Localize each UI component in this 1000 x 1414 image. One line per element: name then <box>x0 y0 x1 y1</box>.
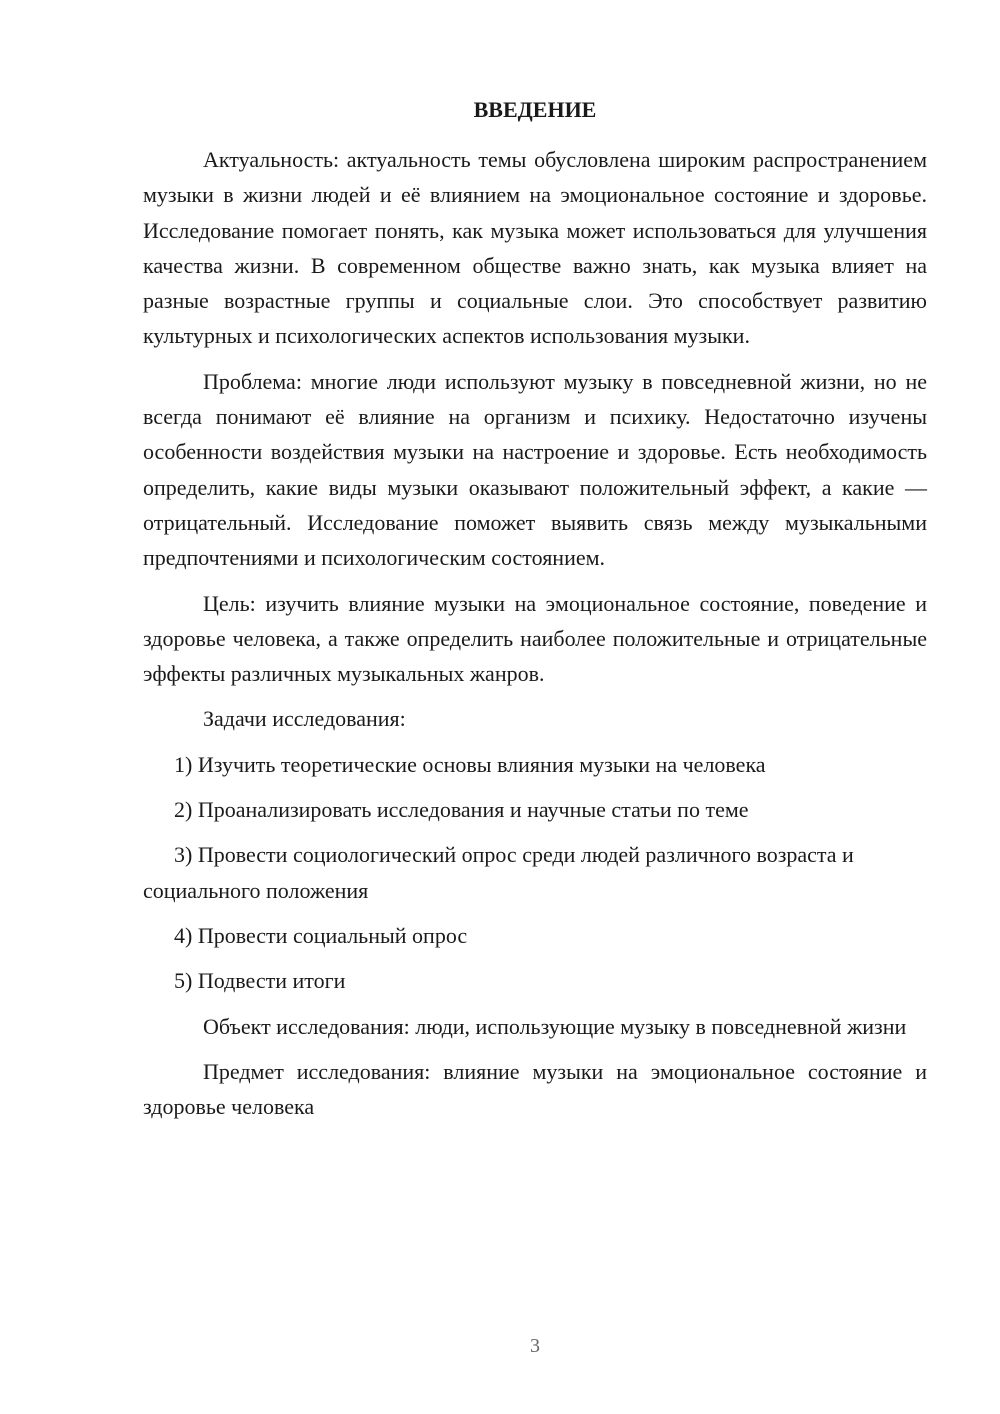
document-page <box>143 96 927 1134</box>
page-number: 3 <box>530 1335 540 1357</box>
task-item-5: 5) Подвести итоги <box>174 968 346 994</box>
task-item-2: 2) Проанализировать исследования и научные статьи по теме <box>174 797 749 823</box>
task-item-1: 1) Изучить теоретические основы влияния музыки на человека <box>174 751 766 777</box>
relevance-paragraph: Актуальность: актуальность темы обусловлена широким распространением музыки в жизни людей и её влиянием на эмоциональное состояние и здоровье. Исследование помогает понять, как музыка может использоваться для улучшения качества жизни. В современном обществе важно знать, как музыка влияет на разные возрастные группы и социальные слои. Это способствует развитию культурных и психологических аспектов использования музыки. <box>143 147 927 349</box>
subject-paragraph: Предмет исследования: влияние музыки на эмоциональное состояние и здоровье человека <box>143 1058 927 1120</box>
goal-paragraph: Цель: изучить влияние музыки на эмоциональное состояние, поведение и здоровье человека, а также определить наиболее положительные и отрицательные эффекты различных музыкальных жанров. <box>143 590 927 687</box>
object-paragraph: Объект исследования: люди, использующие музыку в повседневной жизни <box>203 1013 907 1039</box>
task-item-3: 3) Провести социологический опрос среди людей различного возраста и социального положения <box>143 842 854 903</box>
task-item-4: 4) Провести социальный опрос <box>174 922 468 948</box>
tasks-heading: Задачи исследования: <box>203 706 406 732</box>
page-title: ВВЕДЕНИЕ <box>473 97 597 122</box>
problem-paragraph: Проблема: многие люди используют музыку в повседневной жизни, но не всегда понимают её влияние на организм и психику. Недостаточно изучены особенности воздействия музыки на настроение и здоровье. Есть необходимость определить, какие виды музыки оказывают положительный эффект, а какие — отрицательный. Исследование поможет выявить связь между музыкальными предпочтениями и психологическим состоянием. <box>143 368 927 571</box>
